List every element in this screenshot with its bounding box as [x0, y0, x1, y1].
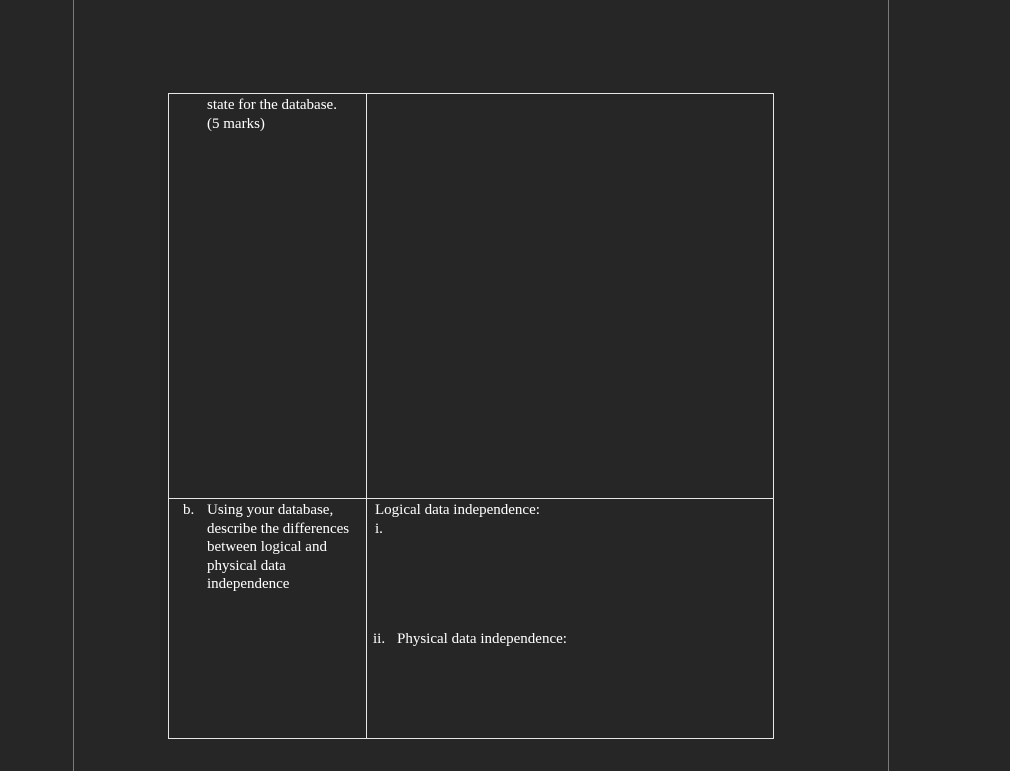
- row2-question-marker: b.: [183, 502, 195, 518]
- row2-question-line-2: describe the differences: [207, 520, 350, 537]
- answer-item-ii-marker: ii.: [373, 631, 386, 647]
- logical-independence-heading: Logical data independence:: [375, 502, 540, 518]
- page-left-margin-line: [73, 0, 74, 771]
- row2-question-line-3: between logical and: [207, 539, 327, 555]
- page-right-margin-line: [888, 0, 889, 771]
- row2-question-line-5: independence: [207, 576, 290, 592]
- row1-question-line-1: state for the database.: [207, 97, 337, 113]
- column-divider: [366, 94, 367, 738]
- row2-question-line-1: Using your database,: [207, 502, 334, 518]
- question-table: [168, 93, 774, 739]
- row-divider: [169, 498, 773, 499]
- physical-independence-heading: Physical data independence:: [397, 631, 567, 647]
- row2-question-line-4: physical data: [207, 557, 286, 574]
- answer-item-i: i.: [375, 520, 383, 537]
- row1-question-line-2: (5 marks): [207, 115, 265, 132]
